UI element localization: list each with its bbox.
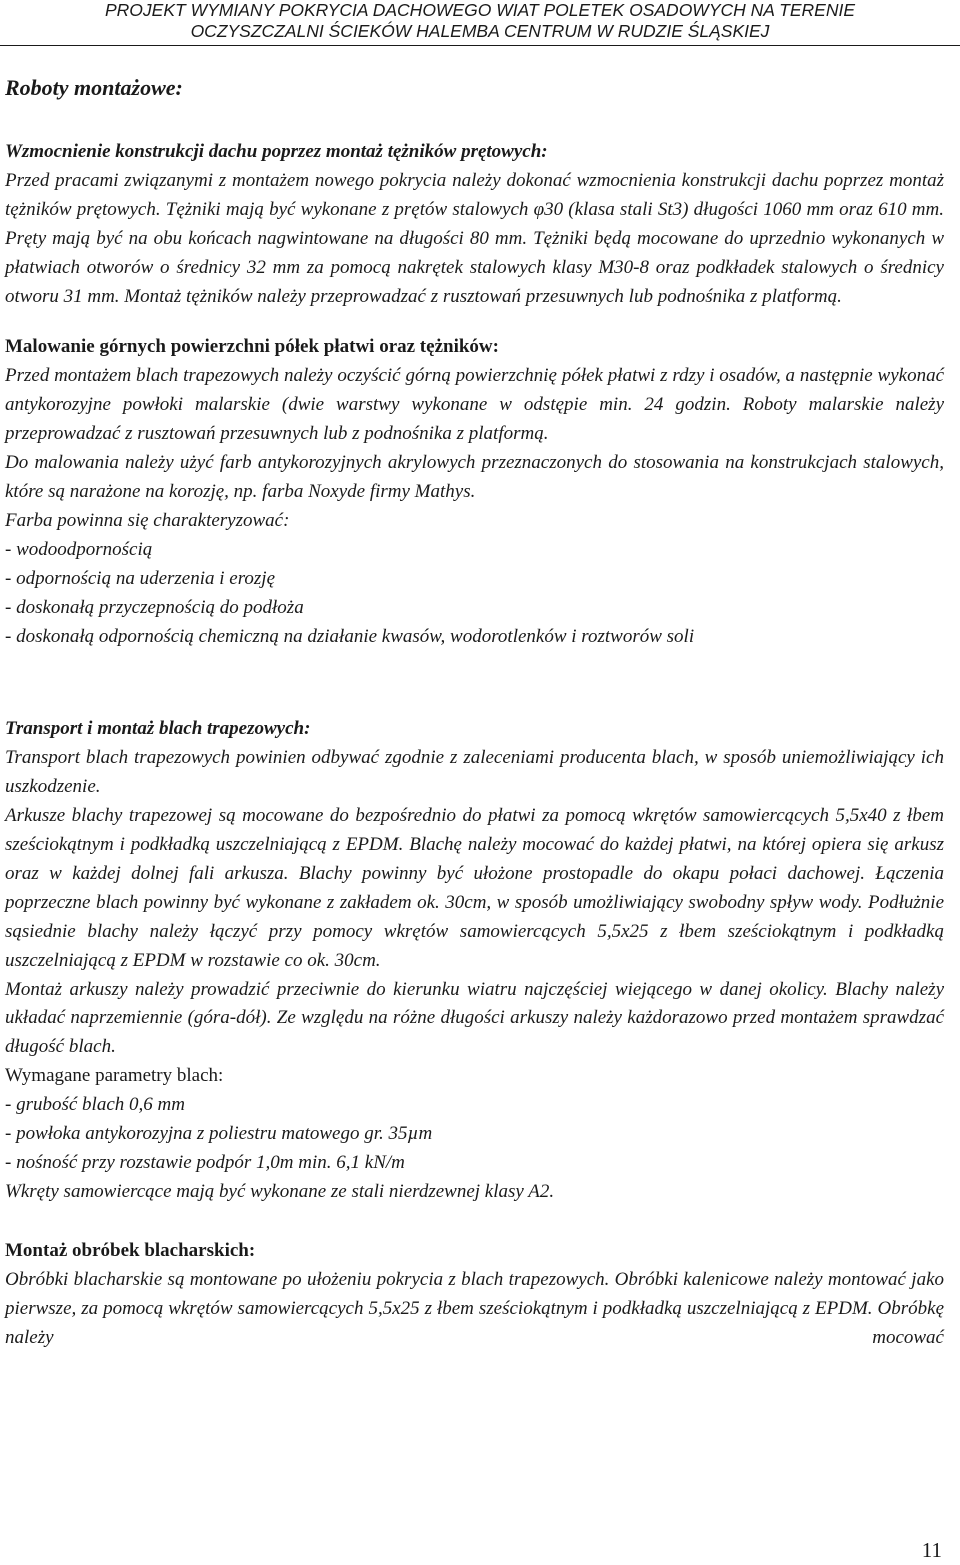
paragraph: Transport blach trapezowych powinien odbywać zgodnie z zaleceniami producenta blach, w sposób uniemożliwiający ich uszkodzenie. bbox=[5, 747, 944, 798]
paragraph: Wkręty samowiercące mają być wykonane ze stali nierdzewnej klasy A2. bbox=[5, 1180, 555, 1202]
list-item: - grubość blach 0,6 mm bbox=[5, 1094, 185, 1116]
section-wzmocnienie bbox=[5, 138, 944, 311]
page-number: 11 bbox=[921, 1538, 942, 1562]
paragraph: Przed pracami związanymi z montażem nowego pokrycia należy dokonać wzmocnienia konstrukcji dachu poprzez montaż tężników prętowych. Tężniki mają być wykonane z prętów stalowych φ30 (klasa stali St3) długości 1060 mm oraz 610 mm. Pręty mają być na obu końcach nagwintowane na długości 80 mm. Tężniki będą mocowane do uprzednio wykonanych w płatwiach otworów o średnicy 32 mm za pomocą nakrętek stalowych klasy M30-8 oraz podkładek stalowych o średnicy otworu 31 mm. Montaż tężników należy przeprowadzać z rusztowań przesuwnych lub podnośnika z platformą. bbox=[5, 169, 944, 307]
list-item: - doskonałą odpornością chemiczną na działanie kwasów, wodorotlenków i roztworów soli bbox=[5, 625, 695, 647]
document-header bbox=[0, 0, 960, 42]
paragraph: Arkusze blachy trapezowej są mocowane do bezpośrednio do płatwi za pomocą wkrętów samowiercących 5,5x40 z łbem sześciokątnym i podkładką uszczelniającą z EPDM. Blachę należy mocować do każdej płatwi, na której opiera się arkusz oraz w każdej dolnej fali arkusza. Blachy powinny być ułożone prostopadle do okapu połaci dachowej. Łączenia poprzeczne blach powinny być wykonane z zakładem ok. 30cm, w sposób umożliwiający swobodny spływ wody. Podłużnie sąsiednie blachy należy łączyć przy pomocy wkrętów samowiercących 5,5x25 z łbem sześciokątnym i podkładką uszczelniającą z EPDM w rozstawie co ok. 30cm. bbox=[5, 805, 944, 971]
list-item: - powłoka antykorozyjna z poliestru matowego gr. 35µm bbox=[5, 1123, 433, 1145]
list-item: - doskonałą przyczepnością do podłoża bbox=[5, 596, 304, 618]
paragraph: Do malowania należy użyć farb antykorozyjnych akrylowych przeznaczonych do stosowania na konstrukcjach stalowych, które są narażone na korozję, np. farba Noxyde firmy Mathys. bbox=[5, 452, 944, 502]
header-line-1: PROJEKT WYMIANY POKRYCIA DACHOWEGO WIAT POLETEK OSADOWYCH NA TERENIE bbox=[105, 0, 855, 20]
list-item: - nośność przy rozstawie podpór 1,0m min. 6,1 kN/m bbox=[5, 1152, 405, 1173]
header-line-2: OCZYSZCZALNI ŚCIEKÓW HALEMBA CENTRUM W RUDZIE ŚLĄSKIEJ bbox=[190, 21, 770, 41]
section-transport bbox=[5, 715, 944, 1206]
section-title-malowanie: Malowanie górnych powierzchni półek płatwi oraz tężników: bbox=[5, 336, 499, 358]
paragraph: Obróbki blacharskie są montowane po ułożeniu pokrycia z blach trapezowych. Obróbki kalenicowe należy montować jako pierwsze, za pomocą wkrętów samowiercących 5,5x25 z łbem sześciokątnym i podkładką uszczelniającą z EPDM. Obróbkę należy mocować bbox=[5, 1268, 944, 1348]
list-item: - wodoodpornością bbox=[5, 538, 153, 560]
paragraph: Montaż arkuszy należy prowadzić przeciwnie do kierunku wiatru najczęściej wiejącego w danej okolicy. Blachy należy układać naprzemiennie (góra-dół). Ze względu na różne długości arkuszy należy każdorazowo przed montażem sprawdzać długość blach. bbox=[5, 978, 944, 1058]
section-malowanie bbox=[5, 333, 944, 651]
main-title: Roboty montażowe: bbox=[5, 75, 183, 100]
paragraph: Przed montażem blach trapezowych należy oczyścić górną powierzchnię półek płatwi z rdzy i osadów, a następnie wykonać antykorozyjne powłoki malarskie (dwie warstwy wykonane w odstępie min. 24 godzin. Roboty malarskie należy przeprowadzać z rusztowań przesuwnych lub z podnośnika z platformą. bbox=[5, 365, 944, 445]
section-obrobki bbox=[5, 1237, 944, 1353]
document-body bbox=[5, 74, 944, 1352]
list-item: - odpornością na uderzenia i erozję bbox=[5, 567, 276, 589]
header-divider bbox=[0, 45, 960, 46]
paragraph: Farba powinna się charakteryzować: bbox=[5, 509, 290, 531]
section-title-obrobki: Montaż obróbek blacharskich: bbox=[5, 1239, 256, 1261]
section-title-wzmocnienie: Wzmocnienie konstrukcji dachu poprzez montaż tężników prętowych: bbox=[5, 141, 548, 162]
paragraph: Wymagane parametry blach: bbox=[5, 1065, 224, 1087]
section-title-transport: Transport i montaż blach trapezowych: bbox=[5, 718, 311, 740]
